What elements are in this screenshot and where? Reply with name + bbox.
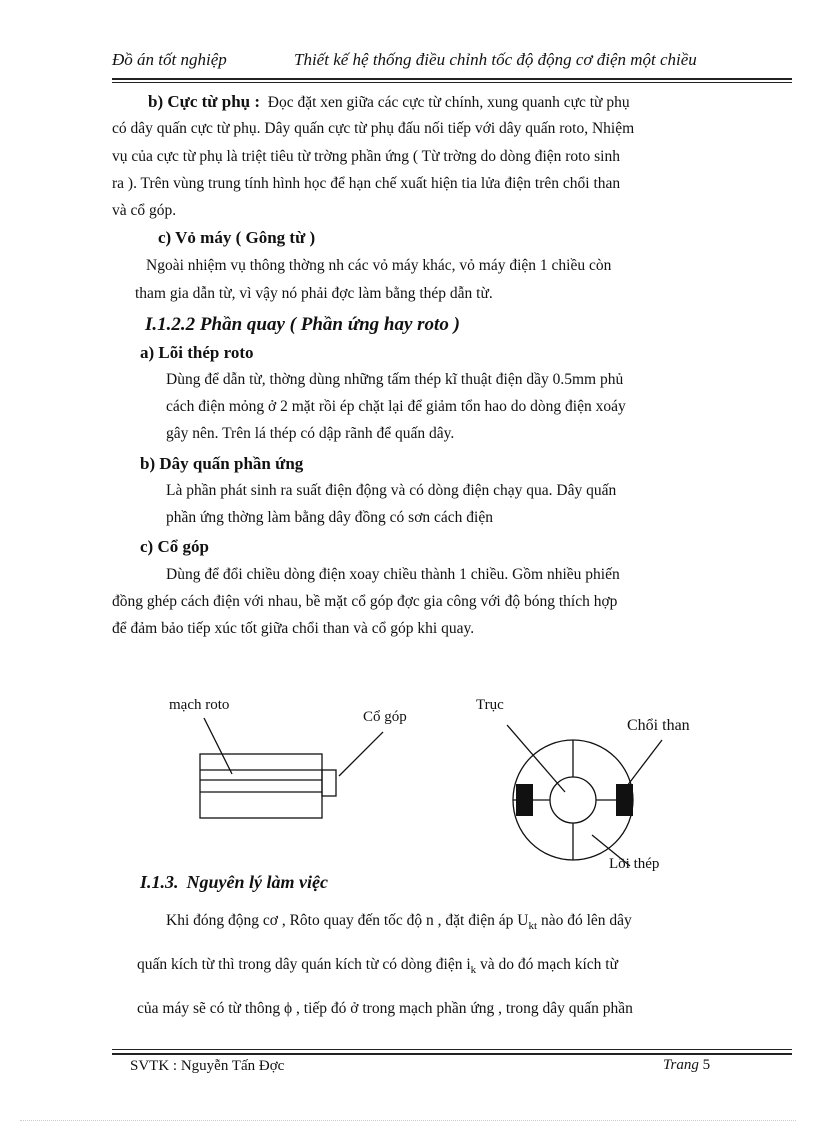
- para-cuc-tu-phu-line-4: ra ). Trên vùng trung tính hình học để hạn chế xuất hiện tia lửa điện trên chổi than: [112, 175, 621, 192]
- section-heading-nguyen-ly: [140, 872, 328, 893]
- para-day-quan-line-2: phần ứng thờng làm bằng dây đồng có sơn cách điện: [166, 509, 493, 526]
- para-co-gop-line-3: để đảm bảo tiếp xúc tốt giữa chổi than và cổ góp khi quay.: [112, 620, 475, 637]
- para-co-gop-line-1: Dùng để đổi chiều dòng điện xoay chiều thành 1 chiều. Gồm nhiều phiến: [166, 566, 620, 583]
- label-co-gop: Cổ góp: [363, 709, 407, 725]
- leader-line: [204, 718, 232, 774]
- footer-rule-thick: [112, 1053, 792, 1055]
- rotor-core-shape: [200, 754, 322, 818]
- text: Đọc đặt xen giữa các cực từ chính, xung quanh cực từ phụ: [267, 94, 630, 111]
- label-mach-roto: mạch roto: [169, 697, 230, 713]
- commutator-shape: [322, 770, 336, 796]
- section-number: I.1.3.: [140, 872, 179, 892]
- footer-right: [663, 1057, 710, 1074]
- para-cuc-tu-phu-line-3: vụ của cực từ phụ là triệt tiêu từ trờng phần ứng ( Từ trờng do dòng điện roto sinh: [112, 148, 620, 165]
- para-cuc-tu-phu-line-5: và cổ góp.: [112, 202, 177, 219]
- header-rule-thick: [112, 78, 792, 80]
- rotor-diagram: [0, 680, 816, 880]
- label-choi-than: Chổi than: [627, 717, 690, 734]
- text: và do đó mạch kích từ: [476, 956, 618, 973]
- footer-author: SVTK : Nguyễn Tấn Đợc: [130, 1058, 285, 1074]
- para-co-gop-line-2: đồng ghép cách điện với nhau, bề mặt cổ góp đợc gia công với độ bóng thích hợp: [112, 593, 618, 610]
- para-day-quan-line-1: Là phần phát sinh ra suất điện động và có dòng điện chạy qua. Dây quấn: [166, 482, 617, 499]
- leader-line: [339, 732, 383, 776]
- header-rule-thin: [112, 82, 792, 83]
- para-nguyen-ly-line-1: [166, 912, 632, 932]
- para-loi-thep-line-2: cách điện mỏng ở 2 mặt rồi ép chặt lại để giảm tổn hao do dòng điện xoáy: [166, 398, 626, 415]
- page-number: 5: [702, 1057, 711, 1073]
- para-nguyen-ly-line-3: của máy sẽ có từ thông ϕ , tiếp đó ở trong mạch phần ứng , trong dây quấn phần: [137, 1000, 633, 1017]
- para-cuc-tu-phu-line-2: có dây quấn cực từ phụ. Dây quấn cực từ phụ đấu nối tiếp với dây quấn roto, Nhiệm: [112, 120, 635, 137]
- subheading-loi-thep: a) Lõi thép roto: [140, 343, 254, 362]
- text: quấn kích từ thì trong dây quán kích từ có dòng điện i: [137, 956, 471, 973]
- para-cuc-tu-phu-line-1: [148, 92, 630, 112]
- subheading-day-quan: b) Dây quấn phần ứng: [140, 454, 304, 473]
- text: nào đó lên dây: [537, 912, 632, 929]
- subheading-cuc-tu-phu: b) Cực từ phụ :: [148, 92, 261, 111]
- section-title: Nguyên lý làm việc: [186, 872, 328, 892]
- para-vo-may-line-1: Ngoài nhiệm vụ thông thờng nh các vỏ máy khác, vỏ máy điện 1 chiều còn: [146, 257, 612, 274]
- para-vo-may-line-2: tham gia dẫn từ, vì vậy nó phải đợc làm bằng thép dẫn từ.: [135, 285, 493, 302]
- subscript: kt: [528, 920, 538, 933]
- para-nguyen-ly-line-2: [137, 956, 618, 976]
- section-heading-phan-quay: I.1.2.2 Phần quay ( Phần ứng hay roto ): [145, 314, 460, 335]
- subscript: k: [470, 964, 477, 977]
- footer-rule-thin: [112, 1049, 792, 1050]
- label-loi-thep: Lõi thép: [609, 856, 660, 872]
- label-truc: Trục: [476, 697, 504, 713]
- header-left: Đồ án tốt nghiệp: [112, 50, 227, 69]
- shaft-circle: [550, 777, 596, 823]
- brush-left-shape: [516, 784, 533, 816]
- subheading-vo-may: c) Vỏ máy ( Gông từ ): [158, 228, 316, 247]
- footer-left: [130, 1058, 284, 1075]
- para-loi-thep-line-3: gây nên. Trên lá thép có dập rãnh để quấn dây.: [166, 425, 455, 442]
- text: Khi đóng động cơ , Rôto quay đến tốc độ n , đặt điện áp U: [166, 912, 529, 929]
- header-right: Thiết kế hệ thống điều chỉnh tốc độ động cơ điện một chiều: [294, 50, 697, 69]
- para-loi-thep-line-1: Dùng để dẫn từ, thờng dùng những tấm thép kĩ thuật điện dầy 0.5mm phủ: [166, 371, 624, 388]
- leader-line-choi-than: [627, 740, 662, 786]
- footer-page-label: Trang: [663, 1057, 699, 1073]
- subheading-co-gop: c) Cổ góp: [140, 537, 209, 556]
- page-bottom-divider: [20, 1120, 796, 1121]
- brush-right-shape: [616, 784, 633, 816]
